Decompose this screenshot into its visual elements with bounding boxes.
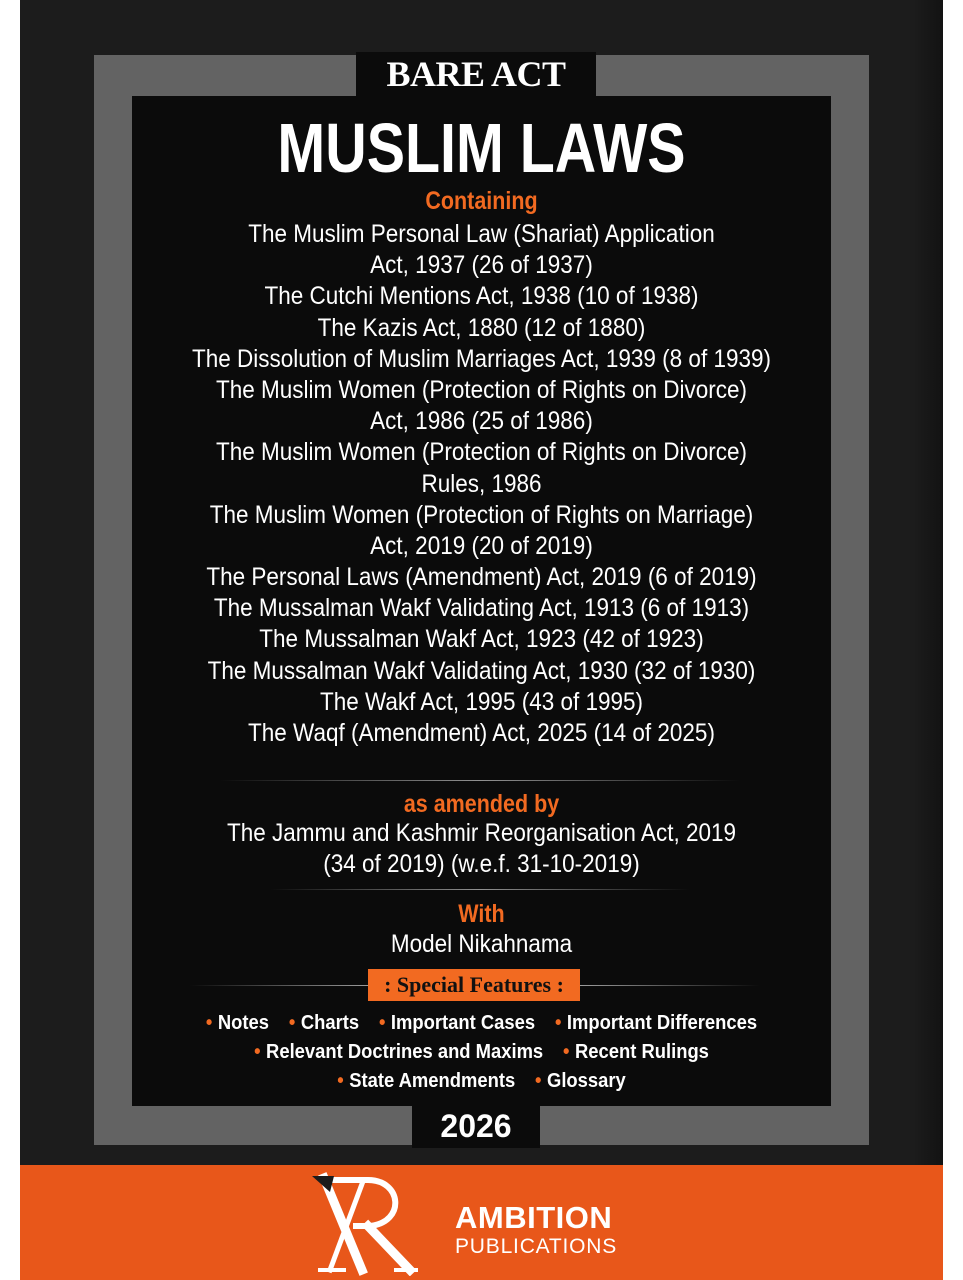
divider — [220, 780, 740, 781]
feature-label: Important Cases — [390, 1012, 536, 1034]
with-label: With — [458, 900, 505, 928]
feature-item — [289, 1008, 359, 1038]
act-line: The Mussalman Wakf Act, 1923 (42 of 1923) — [259, 625, 704, 654]
feature-item — [563, 1037, 709, 1067]
publisher-band — [20, 1165, 943, 1280]
bullet-icon: • — [288, 1012, 296, 1034]
book-cover — [20, 0, 943, 1280]
bullet-icon: • — [337, 1070, 344, 1092]
bullet-icon: • — [535, 1070, 542, 1092]
book-title: MUSLIM LAWS — [277, 109, 686, 187]
feature-item — [535, 1066, 626, 1096]
bullet-icon: • — [378, 1012, 386, 1034]
series-label: BARE ACT — [356, 52, 596, 96]
act-line: Act, 2019 (20 of 2019) — [370, 531, 593, 560]
bullet-icon: • — [563, 1041, 570, 1063]
feature-item — [337, 1066, 515, 1096]
divider — [270, 889, 690, 890]
divider — [580, 985, 760, 986]
publisher-subtitle: PUBLICATIONS — [455, 1235, 618, 1258]
with-item: Model Nikahnama — [390, 930, 573, 958]
act-line: The Cutchi Mentions Act, 1938 (10 of 1938) — [264, 282, 699, 311]
bullet-icon: • — [205, 1012, 213, 1034]
bullet-icon: • — [554, 1012, 562, 1034]
feature-label: Charts — [300, 1012, 360, 1034]
amended-label: as amended by — [403, 790, 560, 818]
feature-item — [555, 1008, 757, 1038]
bullet-icon: • — [254, 1041, 261, 1063]
feature-item — [206, 1008, 269, 1038]
act-line: Rules, 1986 — [421, 469, 542, 498]
special-features-badge: : Special Features : — [368, 969, 580, 1001]
act-line: The Personal Laws (Amendment) Act, 2019 (6 of 2019) — [206, 563, 757, 592]
act-line: The Muslim Women (Protection of Rights on Divorce) — [215, 375, 747, 404]
feature-label: State Amendments — [349, 1070, 516, 1092]
act-line: The Dissolution of Muslim Marriages Act, 1939 (8 of 1939) — [191, 344, 772, 373]
act-line: The Mussalman Wakf Validating Act, 1930 (32 of 1930) — [207, 656, 756, 685]
act-line: The Mussalman Wakf Validating Act, 1913 (6 of 1913) — [213, 594, 750, 623]
feature-label: Recent Rulings — [574, 1041, 709, 1063]
containing-label: Containing — [425, 187, 538, 215]
amended-line: (34 of 2019) (w.e.f. 31-10-2019) — [323, 850, 640, 878]
feature-label: Notes — [217, 1012, 270, 1034]
publisher-brand — [455, 1201, 617, 1259]
act-line: Act, 1986 (25 of 1986) — [370, 407, 593, 436]
features-row — [57, 1037, 906, 1067]
act-line: The Muslim Women (Protection of Rights on Marriage) — [209, 500, 754, 529]
special-features-header — [20, 966, 943, 1004]
edition-year: 2026 — [412, 1104, 540, 1148]
amended-line: The Jammu and Kashmir Reorganisation Act, 2019 — [226, 819, 737, 847]
divider — [190, 985, 370, 986]
act-line: The Wakf Act, 1995 (43 of 1995) — [319, 687, 644, 716]
acts-list — [20, 219, 943, 749]
act-line: The Muslim Women (Protection of Rights on Divorce) — [215, 438, 747, 467]
publisher-name: AMBITION — [455, 1200, 613, 1235]
act-line: The Muslim Personal Law (Shariat) Application — [248, 220, 715, 248]
feature-item — [379, 1008, 535, 1038]
publisher-logo-icon — [310, 1170, 420, 1276]
act-line: The Waqf (Amendment) Act, 2025 (14 of 2025) — [248, 719, 715, 747]
feature-label: Glossary — [547, 1070, 626, 1092]
act-line: Act, 1937 (26 of 1937) — [370, 251, 593, 280]
feature-label: Relevant Doctrines and Maxims — [266, 1041, 544, 1063]
feature-label: Important Differences — [566, 1012, 758, 1034]
features-row — [57, 1008, 906, 1038]
act-line: The Kazis Act, 1880 (12 of 1880) — [317, 313, 646, 342]
feature-item — [254, 1037, 543, 1067]
features-row — [57, 1066, 906, 1096]
